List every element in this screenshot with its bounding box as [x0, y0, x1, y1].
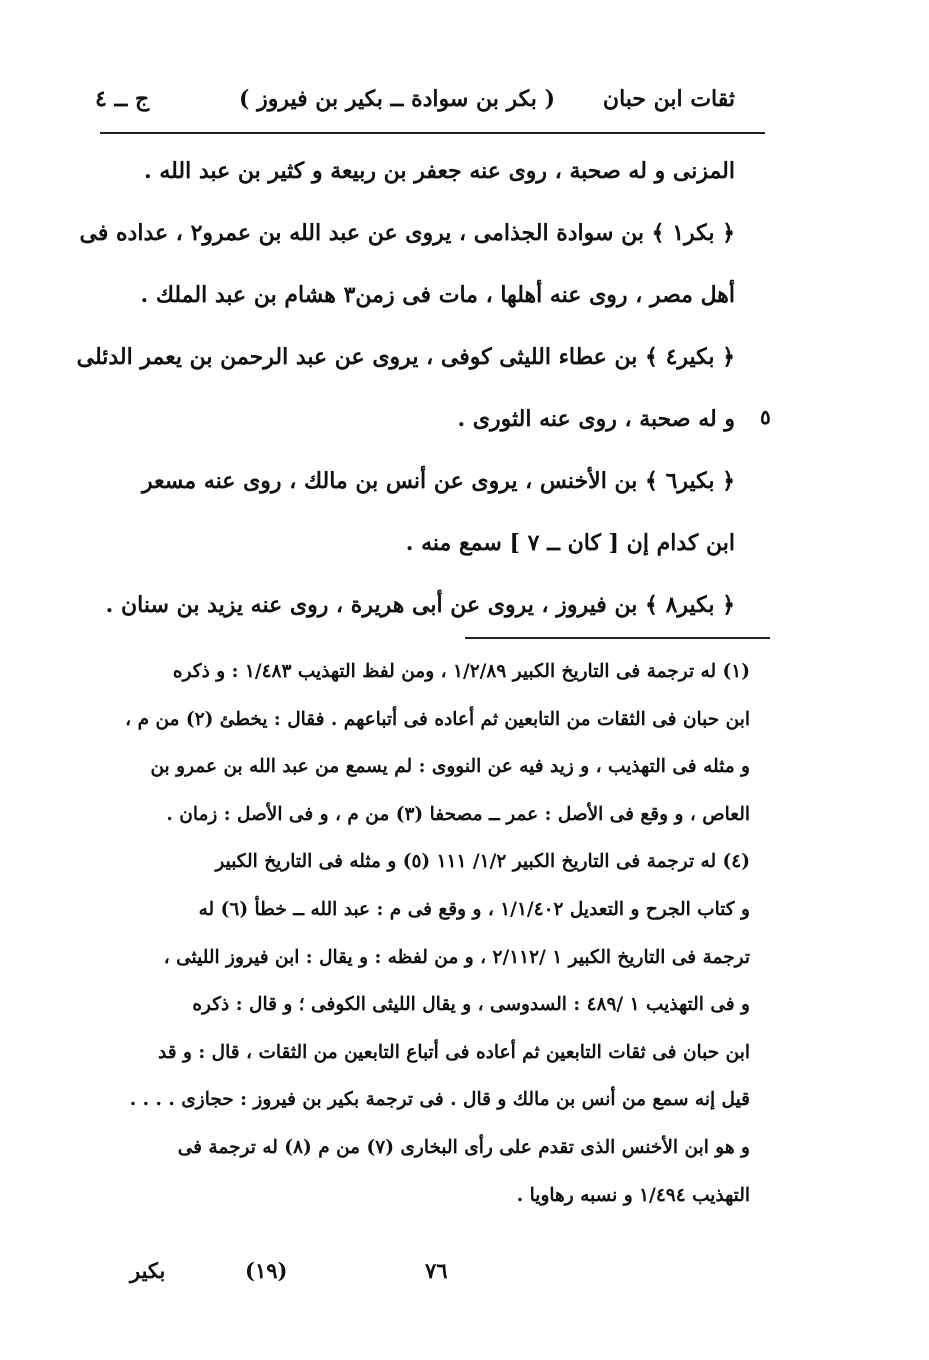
- footnote-line: (١) له ترجمة فى التاريخ الكبير ١/٢/٨٩ ، ومن لفظ التهذيب ١/٤٨٣ : و ذكره: [172, 661, 750, 682]
- footnote-line: و مثله فى التهذيب ، و زيد فيه عن النووى : لم يسمع من عبد الله بن عمرو بن: [150, 756, 750, 778]
- footnote-line: ترجمة فى التاريخ الكبير ١ /٢/١١٢ ، و من لفظه : و يقال : ابن فيروز الليثى ،: [163, 946, 750, 968]
- section-range: ( بكر بن سوادة ــ بكير بن فيروز ): [239, 86, 555, 112]
- text-line: و له صحبة ، روى عنه الثورى .: [457, 406, 735, 432]
- footnote-line: ابن حبان فى ثقات التابعين ثم أعاده فى أتباع التابعين من الثقات ، قال : و قد: [158, 1041, 750, 1063]
- footnote-line: قيل إنه سمع من أنس بن مالك و قال . فى ترجمة بكير بن فيروز : حجازى . . . .: [129, 1089, 750, 1111]
- text-line: ﴿ بكير٤ ﴾ بن عطاء الليثى كوفى ، يروى عن عبد الرحمن بن يعمر الدئلى: [76, 344, 735, 370]
- footnote-line: التهذيب ١/٤٩٤ و نسبه رهاويا .: [516, 1184, 750, 1206]
- page-header: [95, 78, 735, 122]
- page-number: ٧٦: [425, 1258, 448, 1283]
- page-footer: [100, 1258, 470, 1298]
- text-line: ﴿ بكر١ ﴾ بن سوادة الجذامى ، يروى عن عبد الله بن عمرو٢ ، عداده فى: [79, 220, 735, 246]
- text-line: ﴿ بكير٦ ﴾ بن الأخنس ، يروى عن أنس بن مالك ، روى عنه مسعر: [142, 468, 735, 494]
- footnotes: [100, 648, 750, 1219]
- footnote-line: و فى التهذيب ١ /٤٨٩ : السدوسى ، و يقال الليثى الكوفى ؛ و قال : ذكره: [192, 994, 750, 1016]
- catchword: بكير: [130, 1258, 166, 1283]
- book-title: ثقات ابن حبان: [602, 86, 735, 112]
- footnote-line: و هو ابن الأخنس الذى تقدم على رأى البخارى (٧) من م (٨) له ترجمة فى: [177, 1136, 750, 1158]
- footnote-line: العاص ، و وقع فى الأصل : عمر ــ مصحفا (٣) من م ، و فى الأصل : زمان .: [166, 803, 750, 825]
- main-text: [76, 140, 735, 636]
- footnote-line: (٤) له ترجمة فى التاريخ الكبير ١/٢/ ١١١ (٥) و مثله فى التاريخ الكبير: [215, 851, 750, 873]
- footnote-line: ابن حبان فى الثقات من التابعين ثم أعاده فى أتباعهم . فقال : يخطئ (٢) من م ،: [125, 708, 750, 730]
- header-rule: [100, 132, 765, 134]
- text-line: أهل مصر ، روى عنه أهلها ، مات فى زمن٣ هشام بن عبد الملك .: [140, 282, 735, 308]
- text-line: ﴿ بكير٨ ﴾ بن فيروز ، يروى عن أبى هريرة ، روى عنه يزيد بن سنان .: [105, 592, 735, 618]
- volume-label: ج ــ ٤: [95, 86, 150, 112]
- text-line: ابن كدام إن [ كان ــ ٧ ] سمع منه .: [405, 530, 735, 556]
- footnote-rule: [465, 637, 770, 639]
- signature-mark: (١٩): [245, 1258, 288, 1283]
- footnote-line: و كتاب الجرح و التعديل ١/١/٤٠٢ ، و وقع فى م : عبد الله ــ خطأ (٦) له: [198, 898, 750, 920]
- text-line: المزنى و له صحبة ، روى عنه جعفر بن ربيعة و كثير بن عبد الله .: [144, 158, 735, 184]
- line-number-marker: ٥: [760, 405, 771, 429]
